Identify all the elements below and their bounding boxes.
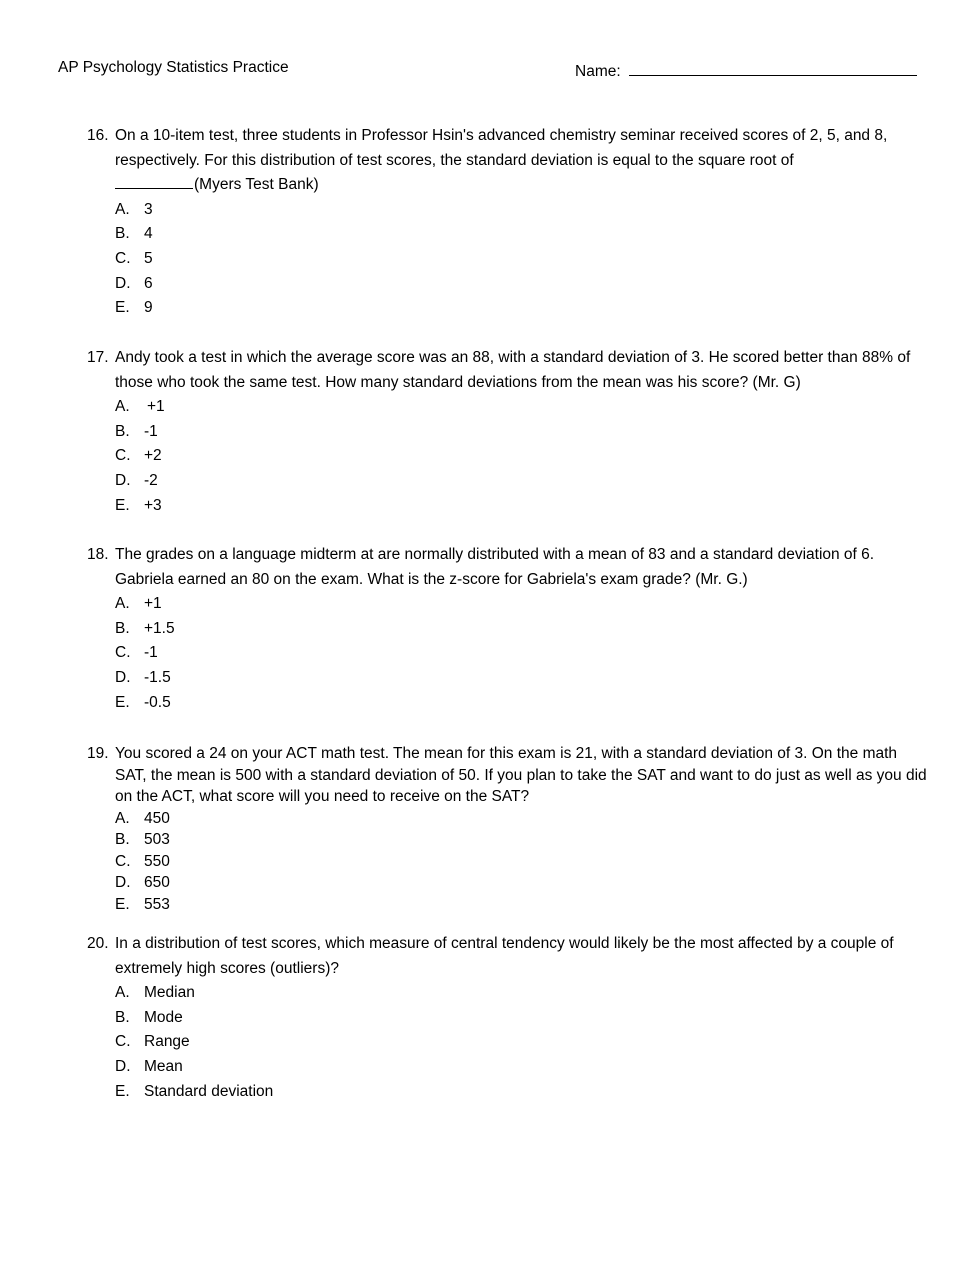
answer-option-b[interactable] [115, 222, 927, 247]
option-text: Mode [144, 1008, 183, 1026]
option-letter: B. [115, 422, 130, 440]
question-20 [87, 932, 927, 1104]
option-text: -1 [144, 644, 158, 662]
option-text: -2 [144, 472, 158, 490]
answer-option-a[interactable] [115, 592, 927, 617]
answer-option-e[interactable] [115, 691, 927, 716]
option-letter: E. [115, 1082, 130, 1100]
option-letter: D. [115, 1058, 131, 1076]
question-17 [87, 346, 927, 518]
option-letter: B. [115, 619, 130, 637]
answer-options [115, 592, 927, 715]
option-letter: C. [115, 644, 131, 662]
answer-options [115, 395, 927, 518]
answer-option-b[interactable] [115, 617, 927, 642]
question-number: 20. [87, 935, 109, 952]
option-letter: C. [115, 1033, 131, 1051]
question-16 [87, 124, 927, 321]
option-text: 6 [144, 274, 153, 292]
question-text-part: On a 10-item test, three students in Professor Hsin's advanced chemistry seminar received scores of 2, 5, and 8, respectively. For this distribution of test scores, the standard deviation is equal to the square root of [115, 127, 888, 169]
answer-option-b[interactable] [115, 1006, 927, 1031]
option-letter: E. [115, 299, 130, 317]
option-letter: C. [115, 447, 131, 465]
option-text: 9 [144, 299, 153, 317]
option-text: +2 [144, 447, 162, 465]
option-letter: C. [115, 249, 131, 267]
name-field[interactable] [575, 59, 917, 81]
option-letter: B. [115, 225, 130, 243]
question-number: 17. [87, 349, 109, 366]
answer-option-e[interactable] [115, 894, 927, 916]
option-text: +1.5 [144, 619, 175, 637]
option-text: Median [144, 984, 195, 1001]
answer-option-d[interactable] [115, 469, 927, 494]
option-letter: E. [115, 693, 130, 711]
option-letter: B. [115, 1008, 130, 1026]
option-text: -1 [144, 422, 158, 440]
answer-option-a[interactable] [115, 981, 927, 1006]
option-letter: A. [115, 595, 130, 612]
answer-option-a[interactable] [115, 198, 927, 223]
option-letter: E. [115, 895, 130, 913]
question-text: The grades on a language midterm at are normally distributed with a mean of 83 and a standard deviation of 6. Gabriela earned an 80 on the exam. What is the z-score for Gabriela's exam grade? (Mr. G.) [115, 546, 875, 588]
answer-option-d[interactable] [115, 272, 927, 297]
question-18 [87, 543, 927, 715]
name-blank-line[interactable] [629, 59, 917, 76]
question-number: 19. [87, 745, 109, 762]
answer-option-b[interactable] [115, 829, 927, 851]
answer-blank [115, 174, 193, 189]
option-text: +1 [144, 595, 162, 612]
question-text [115, 124, 927, 198]
answer-option-a[interactable] [115, 808, 927, 830]
answer-options [115, 808, 927, 916]
name-label: Name: [575, 63, 621, 80]
option-text: Mean [144, 1058, 183, 1076]
option-letter: D. [115, 874, 131, 891]
option-text: Range [144, 1033, 190, 1051]
answer-option-d[interactable] [115, 666, 927, 691]
option-letter: A. [115, 809, 130, 827]
answer-option-e[interactable] [115, 494, 927, 519]
option-text: 503 [144, 831, 170, 848]
option-text: 550 [144, 852, 170, 870]
answer-option-c[interactable] [115, 444, 927, 469]
answer-option-d[interactable] [115, 872, 927, 894]
question-text: In a distribution of test scores, which measure of central tendency would likely be the most affected by a couple of extremely high scores (outliers)? [115, 935, 894, 977]
option-letter: A. [115, 984, 130, 1001]
answer-option-d[interactable] [115, 1055, 927, 1080]
answer-option-b[interactable] [115, 420, 927, 445]
answer-option-e[interactable] [115, 296, 927, 321]
option-letter: D. [115, 472, 131, 490]
question-text: You scored a 24 on your ACT math test. The mean for this exam is 21, with a standard deviation of 3. On the math SAT, the mean is 500 with a standard deviation of 50. If you plan to take the SAT and want to do just as well as you did on the ACT, what score will you need to receive on the SAT? [115, 745, 927, 805]
worksheet-title: AP Psychology Statistics Practice [58, 59, 289, 76]
option-text: Standard deviation [144, 1082, 274, 1100]
question-number: 16. [87, 127, 109, 144]
answer-options [115, 981, 927, 1104]
option-text: 450 [144, 809, 170, 827]
answer-option-c[interactable] [115, 641, 927, 666]
answer-option-c[interactable] [115, 851, 927, 873]
option-text: 5 [144, 249, 153, 267]
question-19 [87, 743, 927, 915]
option-text: +3 [144, 496, 162, 514]
option-text: -0.5 [144, 693, 171, 711]
option-text: 3 [144, 200, 153, 218]
option-letter: A. [115, 398, 130, 415]
option-letter: C. [115, 852, 131, 870]
answer-option-c[interactable] [115, 1030, 927, 1055]
option-text: +1 [147, 398, 165, 415]
option-letter: B. [115, 831, 130, 848]
option-text: -1.5 [144, 669, 171, 687]
option-letter: D. [115, 669, 131, 687]
question-number: 18. [87, 546, 109, 563]
question-source: (Myers Test Bank) [194, 176, 319, 193]
question-text: Andy took a test in which the average score was an 88, with a standard deviation of 3. He scored better than 88% of those who took the same test. How many standard deviations from the mean was his score? (Mr. G) [115, 349, 911, 391]
answer-option-c[interactable] [115, 247, 927, 272]
option-text: 553 [144, 895, 170, 913]
option-text: 4 [144, 225, 153, 243]
option-letter: E. [115, 496, 130, 514]
answer-option-a[interactable] [115, 395, 927, 420]
answer-option-e[interactable] [115, 1080, 927, 1105]
option-letter: A. [115, 200, 130, 218]
option-letter: D. [115, 274, 131, 292]
answer-options [115, 198, 927, 321]
option-text: 650 [144, 874, 170, 891]
